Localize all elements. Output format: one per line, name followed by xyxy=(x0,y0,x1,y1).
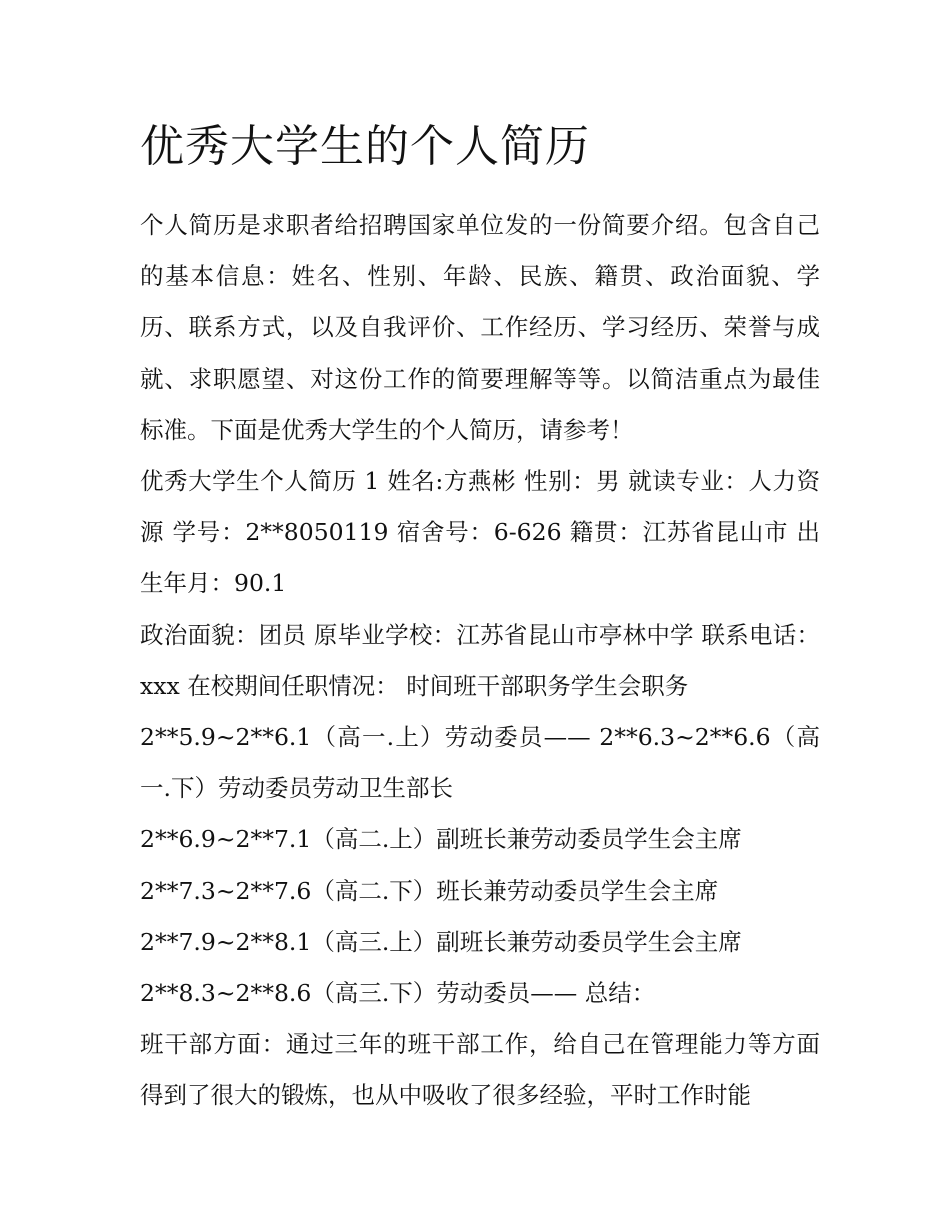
paragraph-summary: 班干部方面：通过三年的班干部工作，给自己在管理能力等方面得到了很大的锻炼，也从中吸收了很多经验，平时工作时能 xyxy=(140,1030,820,1110)
paragraph-political-contact: 政治面貌：团员 原毕业学校：江苏省昆山市亭林中学 联系电话：xxx 在校期间任职情况： 时间班干部职务学生会职务 xyxy=(140,620,820,700)
paragraph-resume-basic-info: 优秀大学生个人简历 1 姓名:方燕彬 性别：男 就读专业：人力资源 学号：2**8050119 宿舍号：6-626 籍贯：江苏省昆山市 出生年月：90.1 xyxy=(140,467,820,598)
paragraph-term-2: 2**6.9~2**7.1（高二.上）副班长兼劳动委员学生会主席 xyxy=(140,825,742,854)
paragraph-term-5: 2**8.3~2**8.6（高三.下）劳动委员—— 总结： xyxy=(140,979,656,1008)
paragraph-term-1: 2**5.9~2**6.1（高一.上）劳动委员—— 2**6.3~2**6.6（高一.下）劳动委员劳动卫生部长 xyxy=(140,723,820,803)
paragraph-term-3: 2**7.3~2**7.6（高二.下）班长兼劳动委员学生会主席 xyxy=(140,876,719,905)
document-page xyxy=(140,112,820,1122)
paragraph-intro: 个人简历是求职者给招聘国家单位发的一份简要介绍。包含自己的基本信息：姓名、性别、年龄、民族、籍贯、政治面貌、学历、联系方式，以及自我评价、工作经历、学习经历、荣誉与成就、求职愿望、对这份工作的简要理解等等。以简洁重点为最佳标准。下面是优秀大学生的个人简历，请参考！ xyxy=(140,211,820,444)
paragraph-term-4: 2**7.9~2**8.1（高三.上）副班长兼劳动委员学生会主席 xyxy=(140,927,742,956)
document-title: 优秀大学生的个人简历 xyxy=(140,121,590,172)
